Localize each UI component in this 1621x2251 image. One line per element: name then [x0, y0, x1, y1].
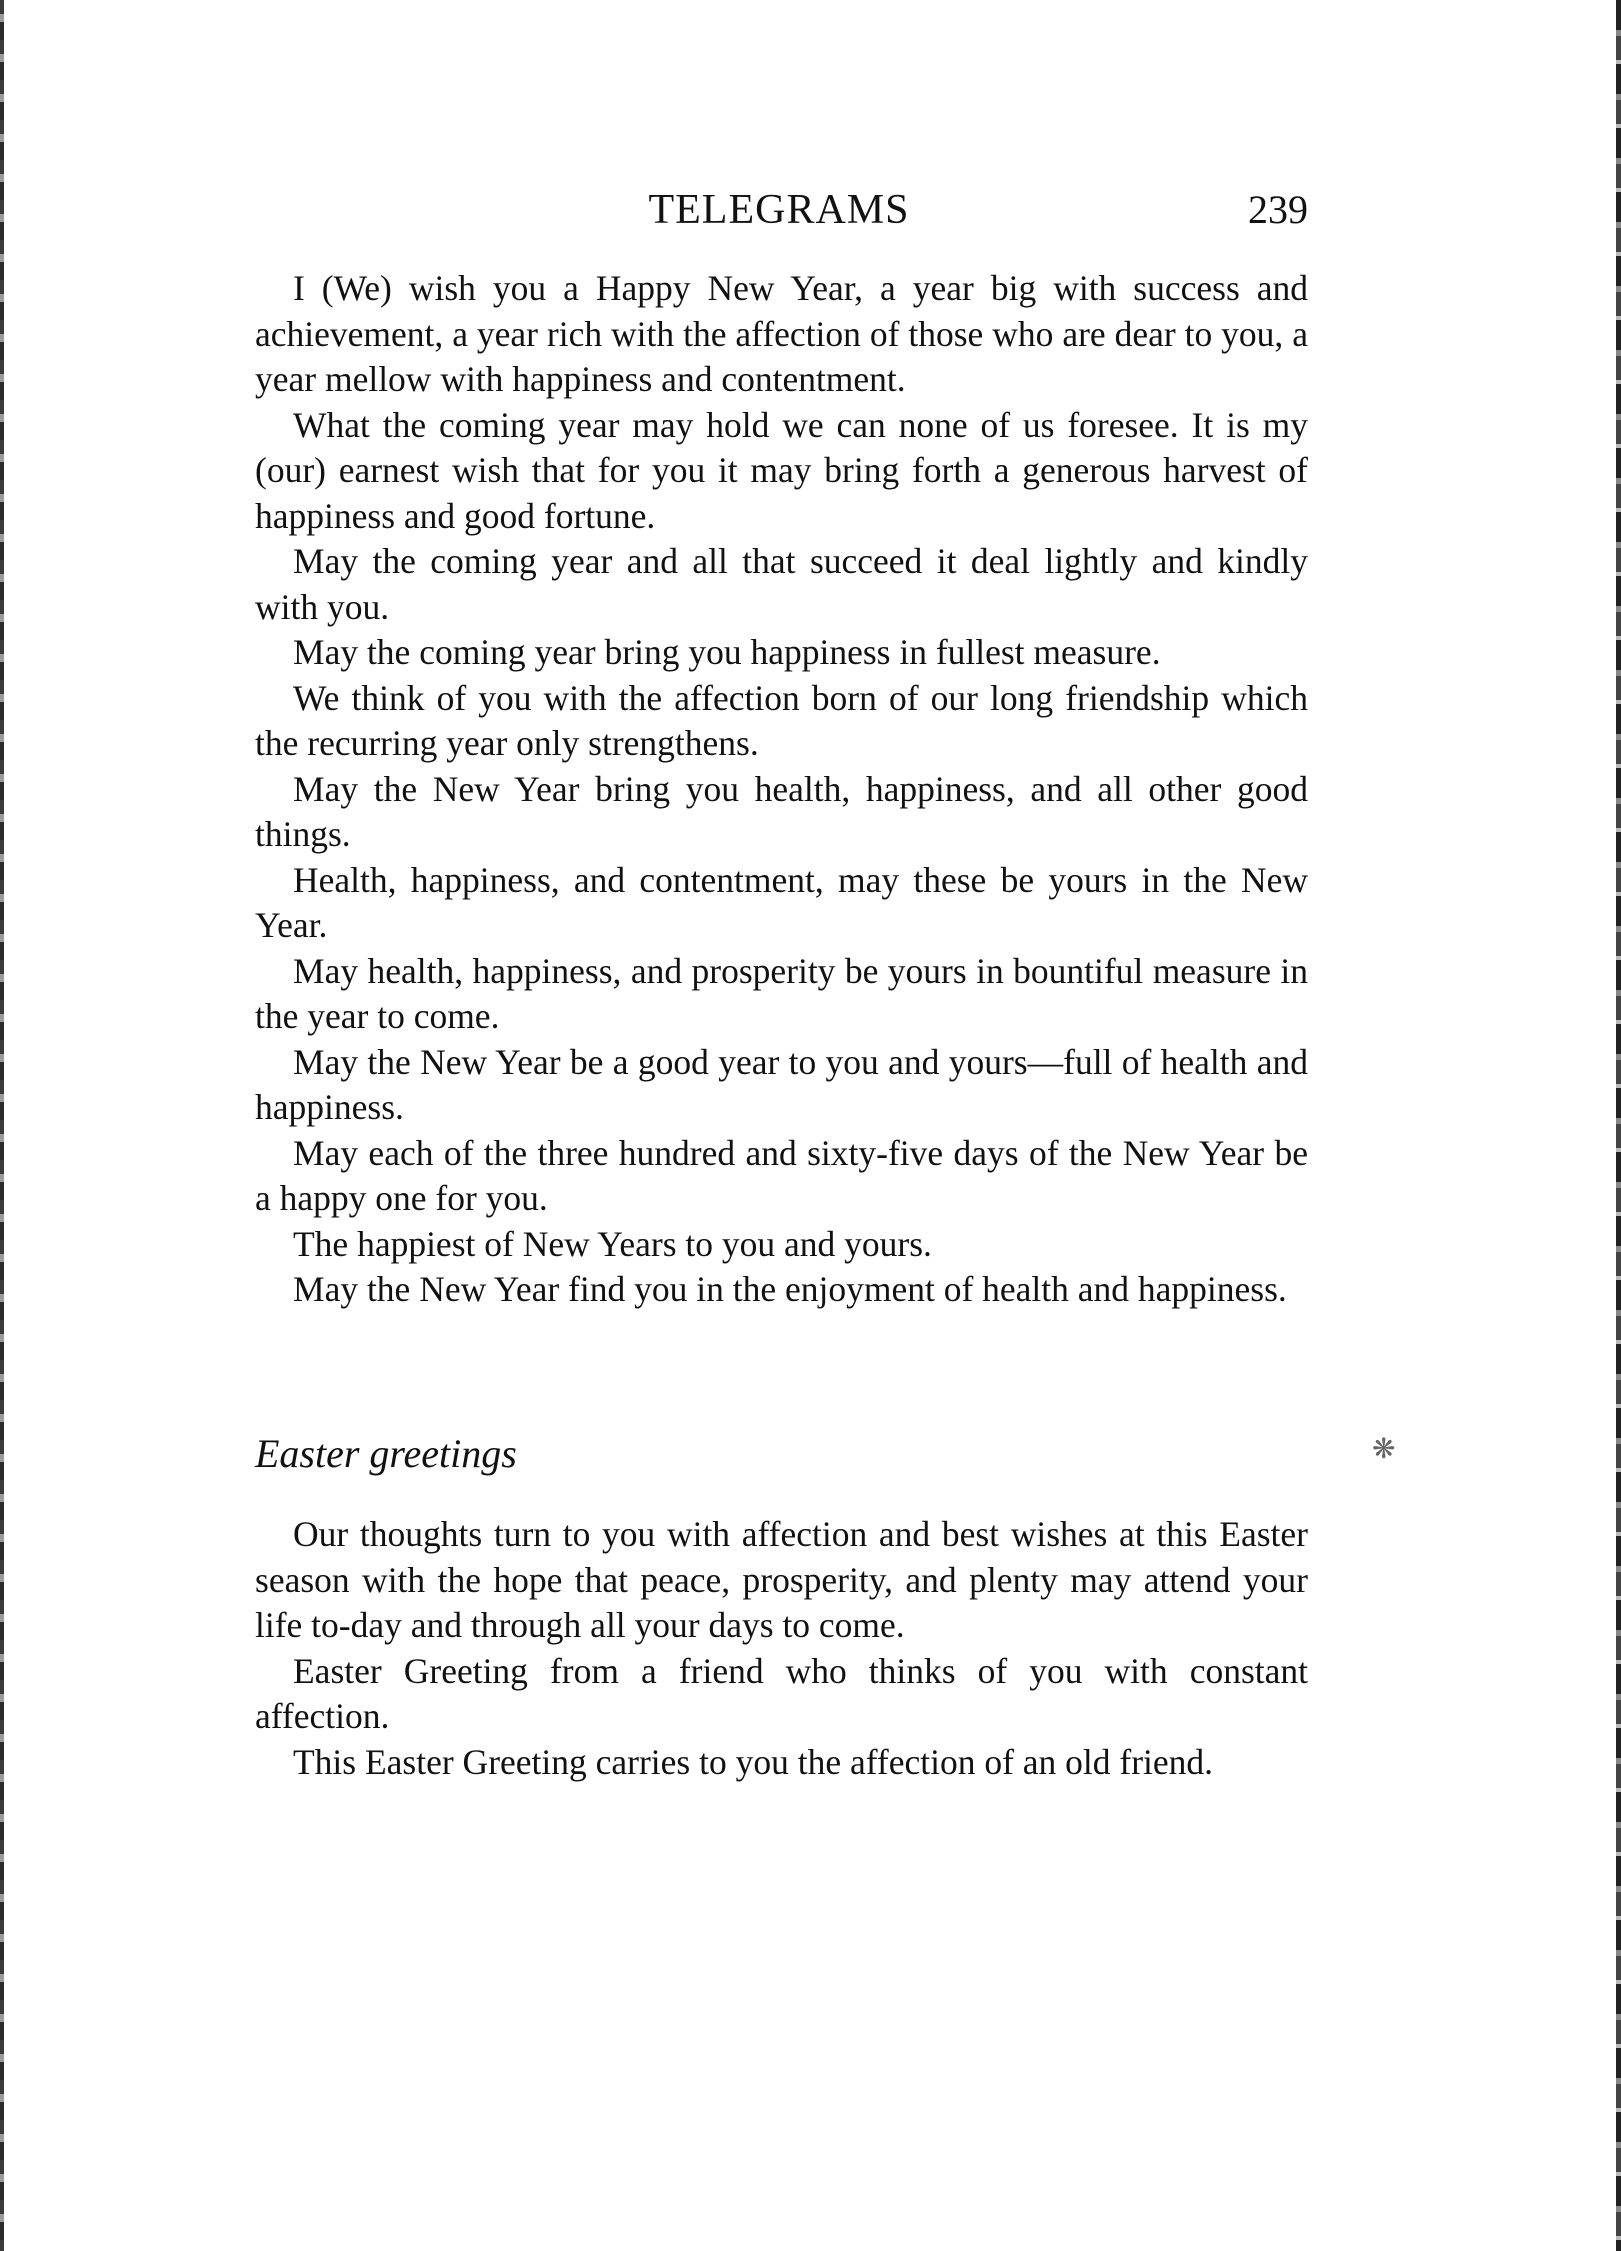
- scan-edge-right: [1616, 0, 1621, 2251]
- easter-section-heading: Easter greetings: [255, 1431, 517, 1476]
- greeting-paragraph: We think of you with the affection born of our long friendship which the recurring year only strengthens.: [255, 677, 1308, 763]
- greeting-paragraph: May the New Year bring you health, happiness, and all other good things.: [255, 768, 1308, 854]
- greeting-paragraph: May the coming year bring you happiness in fullest measure.: [293, 632, 1161, 672]
- greeting-paragraph: I (We) wish you a Happy New Year, a year big with success and achievement, a year rich with the affection of those who are dear to you, a year mellow with happiness and contentment.: [255, 268, 1308, 399]
- greeting-paragraph: Our thoughts turn to you with affection and best wishes at this Easter season with the hope that peace, prosperity, and plenty may attend your life to-day and through all your days to come.: [255, 1514, 1308, 1645]
- greeting-paragraph: The happiest of New Years to you and yours.: [293, 1223, 932, 1264]
- greeting-paragraph: May the coming year and all that succeed it deal lightly and kindly with you.: [255, 541, 1308, 627]
- page-header: [250, 186, 1308, 236]
- page-number: 239: [1248, 187, 1308, 232]
- greeting-paragraph: Health, happiness, and contentment, may these be yours in the New Year.: [255, 859, 1308, 945]
- greeting-paragraph: May the New Year be a good year to you and yours—full of health and happiness.: [255, 1041, 1308, 1127]
- greeting-paragraph: May the New Year find you in the enjoyment of health and happiness.: [293, 1269, 1287, 1309]
- scan-edge-left: [0, 0, 4, 2251]
- greeting-paragraph: This Easter Greeting carries to you the affection of an old friend.: [293, 1741, 1214, 1782]
- new-year-greetings: [255, 266, 1308, 1313]
- greeting-paragraph: Easter Greeting from a friend who thinks of you with constant affection.: [255, 1650, 1308, 1736]
- scan-speck-mark: ❋: [1372, 1432, 1396, 1465]
- greeting-paragraph: May health, happiness, and prosperity be yours in bountiful measure in the year to come.: [255, 950, 1308, 1036]
- greeting-paragraph: May each of the three hundred and sixty-five days of the New Year be a happy one for you.: [255, 1132, 1308, 1218]
- running-title: TELEGRAMS: [648, 187, 910, 233]
- greeting-paragraph: What the coming year may hold we can none of us foresee. It is my (our) earnest wish that for you it may bring forth a generous harvest of happiness and good fortune.: [255, 404, 1308, 536]
- easter-greetings: [255, 1512, 1308, 1785]
